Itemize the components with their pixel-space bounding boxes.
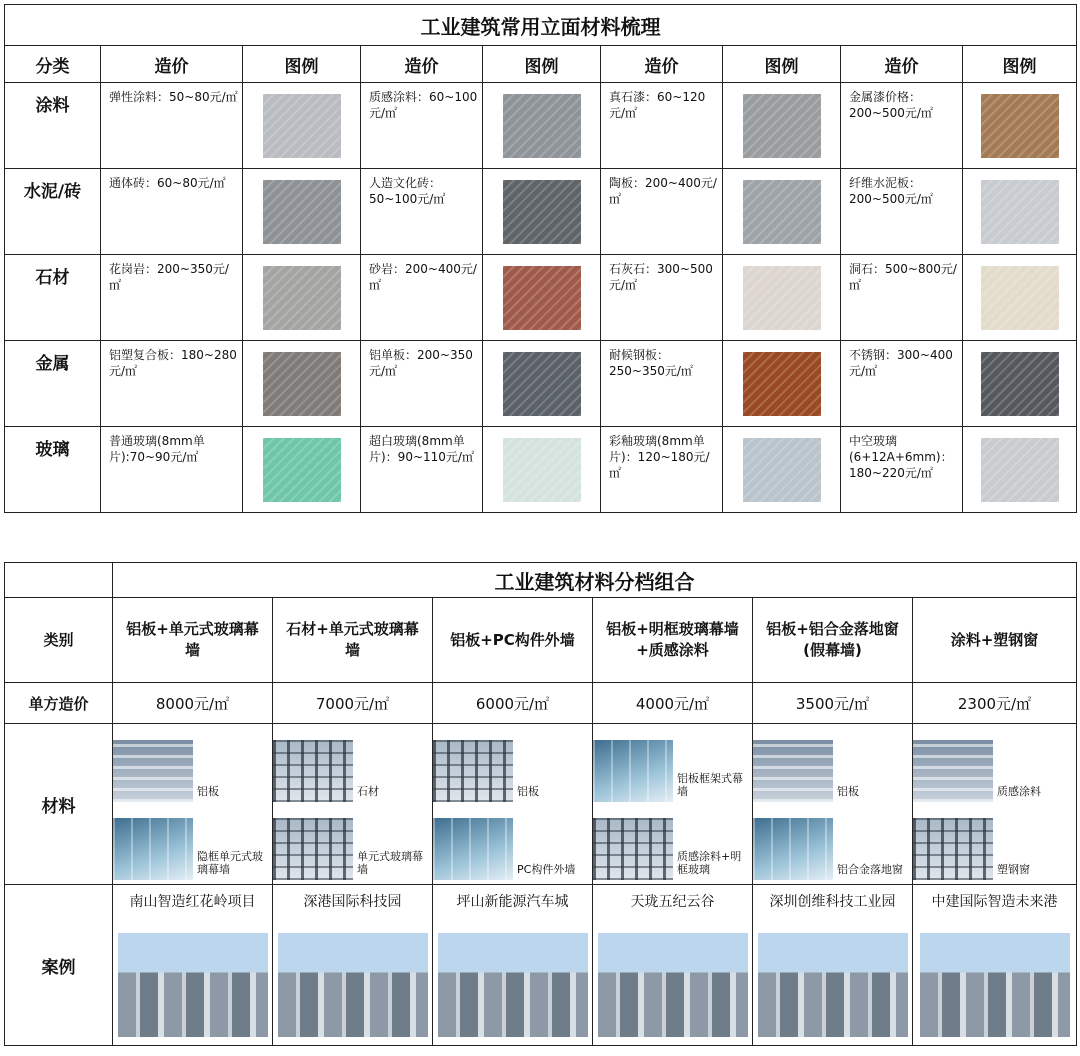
header-legend: 图例 <box>963 46 1077 83</box>
case-photo <box>278 933 428 1037</box>
material-label: 铝板 <box>517 785 539 798</box>
price-cell: 金属漆价格：200~500元/㎡ <box>841 83 963 169</box>
legend-cell <box>963 427 1077 513</box>
building-photo <box>753 740 833 802</box>
metal-paint-icon <box>981 94 1059 158</box>
legend-cell <box>483 83 601 169</box>
texture-paint-icon <box>503 94 581 158</box>
building-photo <box>113 818 193 880</box>
price-cell: 纤维水泥板：200~500元/㎡ <box>841 169 963 255</box>
legend-cell <box>723 255 841 341</box>
facade-materials-table <box>4 4 1077 513</box>
case-cell <box>753 885 913 1046</box>
unit-price: 8000元/㎡ <box>113 683 273 724</box>
material-label: 铝合金落地窗 <box>837 863 903 876</box>
price-cell: 石灰石：300~500元/㎡ <box>601 255 723 341</box>
case-photo <box>438 933 588 1037</box>
legend-cell <box>723 83 841 169</box>
case-cell <box>913 885 1077 1046</box>
case-photo <box>598 933 748 1037</box>
header-category: 分类 <box>5 46 101 83</box>
price-cell: 耐候钢板：250~350元/㎡ <box>601 341 723 427</box>
price-cell: 铝单板：200~350元/㎡ <box>361 341 483 427</box>
price-cell: 通体砖：60~80元/㎡ <box>101 169 243 255</box>
aluminum-composite-icon <box>263 352 341 416</box>
unit-price: 6000元/㎡ <box>433 683 593 724</box>
table-title: 工业建筑常用立面材料梳理 <box>5 5 1077 46</box>
row-label-case: 案例 <box>5 885 113 1046</box>
price-cell: 人造文化砖：50~100元/㎡ <box>361 169 483 255</box>
material-label: 塑钢窗 <box>997 863 1030 876</box>
price-cell: 不锈钢：300~400元/㎡ <box>841 341 963 427</box>
row-label-type: 类别 <box>5 598 113 683</box>
material-item <box>913 724 1076 802</box>
paint-yellow-grey-icon <box>263 94 341 158</box>
header-legend: 图例 <box>483 46 601 83</box>
material-item <box>593 802 752 880</box>
case-name: 天珑五纪云谷 <box>630 894 715 910</box>
combo-type: 铝板+单元式玻璃幕墙 <box>113 598 273 683</box>
header-price: 造价 <box>361 46 483 83</box>
combo-type: 铝板+PC构件外墙 <box>433 598 593 683</box>
material-label: PC构件外墙 <box>517 863 576 876</box>
price-cell: 陶板：200~400元/㎡ <box>601 169 723 255</box>
material-item <box>753 802 912 880</box>
case-photo <box>118 933 268 1037</box>
price-cell: 彩釉玻璃(8mm单片)：120~180元/㎡ <box>601 427 723 513</box>
legend-cell <box>243 169 361 255</box>
row-label-material: 材料 <box>5 724 113 885</box>
price-cell: 弹性涂料：50~80元/㎡ <box>101 83 243 169</box>
case-name: 深圳创维科技工业园 <box>769 894 896 910</box>
category-label: 水泥/砖 <box>5 169 101 255</box>
legend-cell <box>483 427 601 513</box>
legend-cell <box>243 427 361 513</box>
category-label: 石材 <box>5 255 101 341</box>
material-cell <box>593 724 753 885</box>
material-cell <box>753 724 913 885</box>
unit-price: 3500元/㎡ <box>753 683 913 724</box>
combo-type: 涂料+塑钢窗 <box>913 598 1077 683</box>
material-item <box>433 802 592 880</box>
sandstone-icon <box>503 266 581 330</box>
table-title: 工业建筑材料分档组合 <box>113 563 1077 598</box>
corner-cell <box>5 563 113 598</box>
building-photo <box>273 818 353 880</box>
material-row <box>5 255 1077 341</box>
material-row <box>5 341 1077 427</box>
building-photo <box>593 740 673 802</box>
travertine-icon <box>981 266 1059 330</box>
material-row <box>5 427 1077 513</box>
case-cell <box>593 885 753 1046</box>
case-cell <box>433 885 593 1046</box>
legend-cell <box>243 83 361 169</box>
combo-type: 铝板+明框玻璃幕墙+质感涂料 <box>593 598 753 683</box>
material-item <box>593 724 752 802</box>
price-cell: 超白玻璃(8mm单片)：90~110元/㎡ <box>361 427 483 513</box>
ultra-clear-glass-icon <box>503 438 581 502</box>
stainless-steel-icon <box>981 352 1059 416</box>
material-label: 质感涂料+明框玻璃 <box>677 850 742 876</box>
building-photo <box>913 818 993 880</box>
material-item <box>113 802 272 880</box>
material-item <box>273 724 432 802</box>
unit-price: 7000元/㎡ <box>273 683 433 724</box>
building-photo <box>273 740 353 802</box>
header-legend: 图例 <box>723 46 841 83</box>
building-photo <box>753 818 833 880</box>
culture-brick-icon <box>503 180 581 244</box>
legend-cell <box>723 427 841 513</box>
unit-price: 4000元/㎡ <box>593 683 753 724</box>
header-price: 造价 <box>601 46 723 83</box>
building-photo <box>433 740 513 802</box>
case-name: 南山智造红花岭项目 <box>129 894 256 910</box>
header-price: 造价 <box>101 46 243 83</box>
row-label-price: 单方造价 <box>5 683 113 724</box>
material-item <box>433 724 592 802</box>
material-item <box>113 724 272 802</box>
legend-cell <box>963 169 1077 255</box>
weathering-steel-icon <box>743 352 821 416</box>
price-cell: 质感涂料：60~100元/㎡ <box>361 83 483 169</box>
case-photo <box>758 933 908 1037</box>
material-cell <box>113 724 273 885</box>
header-price: 造价 <box>841 46 963 83</box>
material-row <box>5 83 1077 169</box>
material-label: 铝板 <box>837 785 859 798</box>
legend-cell <box>483 341 601 427</box>
price-cell: 洞石：500~800元/㎡ <box>841 255 963 341</box>
insulated-glass-icon <box>981 438 1059 502</box>
clear-glass-icon <box>263 438 341 502</box>
material-cell <box>273 724 433 885</box>
case-cell <box>113 885 273 1046</box>
combo-type: 石材+单元式玻璃幕墙 <box>273 598 433 683</box>
category-label: 金属 <box>5 341 101 427</box>
material-item <box>273 802 432 880</box>
case-cell <box>273 885 433 1046</box>
material-row <box>5 169 1077 255</box>
legend-cell <box>243 341 361 427</box>
material-tier-table <box>4 562 1077 1046</box>
brick-icon <box>263 180 341 244</box>
fiber-cement-icon <box>981 180 1059 244</box>
material-label: 铝板框架式幕墙 <box>677 772 743 798</box>
case-photo <box>920 933 1070 1037</box>
building-photo <box>593 818 673 880</box>
legend-cell <box>963 255 1077 341</box>
price-cell: 铝塑复合板：180~280元/㎡ <box>101 341 243 427</box>
legend-cell <box>483 255 601 341</box>
material-label: 质感涂料 <box>997 785 1041 798</box>
case-name: 中建国际智造未来港 <box>931 894 1058 910</box>
material-item <box>913 802 1076 880</box>
fritted-glass-icon <box>743 438 821 502</box>
price-cell: 中空玻璃(6+12A+6mm)：180~220元/㎡ <box>841 427 963 513</box>
legend-cell <box>723 341 841 427</box>
price-cell: 花岗岩：200~350元/㎡ <box>101 255 243 341</box>
case-name: 深港国际科技园 <box>303 894 402 910</box>
category-label: 玻璃 <box>5 427 101 513</box>
price-cell: 真石漆：60~120元/㎡ <box>601 83 723 169</box>
category-label: 涂料 <box>5 83 101 169</box>
combo-type: 铝板+铝合金落地窗(假幕墙) <box>753 598 913 683</box>
legend-cell <box>723 169 841 255</box>
legend-cell <box>243 255 361 341</box>
price-cell: 砂岩：200~400元/㎡ <box>361 255 483 341</box>
case-name: 坪山新能源汽车城 <box>456 894 569 910</box>
aluminum-panel-icon <box>503 352 581 416</box>
material-label: 石材 <box>357 785 379 798</box>
stone-paint-icon <box>743 94 821 158</box>
unit-price: 2300元/㎡ <box>913 683 1077 724</box>
header-row <box>5 46 1077 83</box>
price-cell: 普通玻璃(8mm单片):70~90元/㎡ <box>101 427 243 513</box>
ceramic-panel-icon <box>743 180 821 244</box>
material-label: 隐框单元式玻璃幕墙 <box>197 850 263 876</box>
material-cell <box>433 724 593 885</box>
building-photo <box>913 740 993 802</box>
limestone-icon <box>743 266 821 330</box>
granite-icon <box>263 266 341 330</box>
legend-cell <box>963 83 1077 169</box>
legend-cell <box>963 341 1077 427</box>
material-cell <box>913 724 1077 885</box>
material-item <box>753 724 912 802</box>
material-label: 单元式玻璃幕墙 <box>357 850 423 876</box>
legend-cell <box>483 169 601 255</box>
building-photo <box>113 740 193 802</box>
header-legend: 图例 <box>243 46 361 83</box>
building-photo <box>433 818 513 880</box>
material-label: 铝板 <box>197 785 219 798</box>
